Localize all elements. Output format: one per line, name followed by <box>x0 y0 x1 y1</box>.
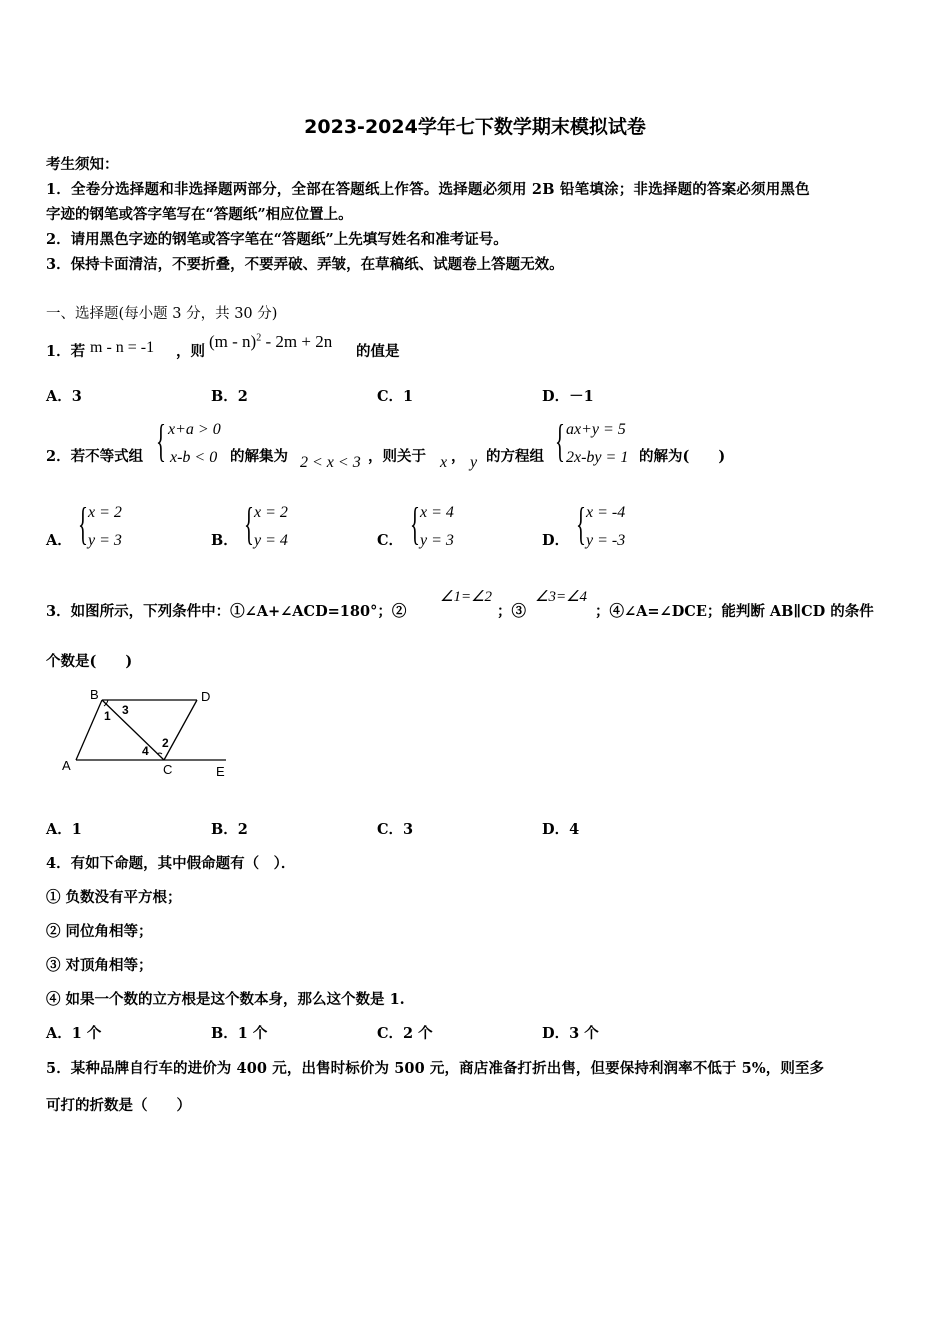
q2-option-c-brace: { <box>410 498 420 549</box>
q2-ineq-brace: { <box>156 415 166 466</box>
q2-option-d-label: D． <box>542 532 570 549</box>
label-a: A <box>62 758 71 773</box>
q5-line-2: 可打的折数是（ ） <box>46 1097 191 1114</box>
q2-option-c-y: y = 3 <box>420 532 454 549</box>
q1-option-a[interactable]: A．3 <box>46 388 82 405</box>
q1-option-c[interactable]: C．1 <box>377 388 414 405</box>
notice-line-2: 2．请用黑色字迹的钢笔或答字笔在“答题纸”上先填写姓名和准考证号。 <box>46 231 508 248</box>
q2-option-b-brace: { <box>244 498 254 549</box>
notice-line-1a: 1．全卷分选择题和非选择题两部分，全部在答题纸上作答。选择题必须用 2B 铅笔填涂；非选择题的答案必须用黑色 <box>46 181 810 198</box>
q1-prefix: 1．若 <box>46 343 86 360</box>
q2-ineq-2: x-b < 0 <box>170 449 218 466</box>
q2-option-c-label: C． <box>377 532 404 549</box>
angle-mark-2 <box>157 753 162 754</box>
q1-option-d[interactable]: D．－1 <box>542 388 594 405</box>
q1-mid: ，则 <box>176 343 205 360</box>
q4-item-1: ① 负数没有平方根； <box>46 889 182 906</box>
q2-option-c-x: x = 4 <box>420 504 454 521</box>
notice-line-3: 3．保持卡面清洁，不要折叠，不要弄破、弄皱，在草稿纸、试题卷上答题无效。 <box>46 256 564 273</box>
q3-option-d[interactable]: D．4 <box>542 821 580 838</box>
q2-range: 2 < x < 3 <box>300 454 361 471</box>
q2-eq-2: 2x-by = 1 <box>566 449 629 466</box>
q2-mid-1: 的解集为 <box>230 448 288 465</box>
q1-expression: (m - n)$^2$ - 2m + 2n <box>209 332 333 351</box>
q2-option-b-x: x = 2 <box>254 504 288 521</box>
label-c: C <box>163 762 173 777</box>
q1-suffix: 的值是 <box>356 343 400 360</box>
q2-comma: ， <box>451 448 466 465</box>
q2-var-y: y <box>470 454 478 471</box>
q2-option-a-x: x = 2 <box>88 504 122 521</box>
label-angle-1: 1 <box>104 709 111 723</box>
q3-option-c[interactable]: C．3 <box>377 821 414 838</box>
q4-stem: 4．有如下命题，其中假命题有（ ）． <box>46 855 296 872</box>
q2-prefix: 2．若不等式组 <box>46 448 144 465</box>
notice-heading: 考生须知： <box>46 156 119 173</box>
section-heading: 一、选择题(每小题 3 分，共 30 分) <box>46 306 278 322</box>
q4-item-2: ② 同位角相等； <box>46 923 153 940</box>
q2-ineq-1: x+a > 0 <box>168 421 221 438</box>
q4-item-4: ④ 如果一个数的立方根是这个数本身，那么这个数是 1. <box>46 991 405 1008</box>
q2-mid-2: ，则关于 <box>368 448 426 465</box>
label-angle-2: 2 <box>162 736 169 750</box>
label-d: D <box>201 689 211 704</box>
q3-condition-2: ∠1=∠2 <box>440 589 493 605</box>
q2-var-x: x <box>440 454 448 471</box>
q2-eq-brace: { <box>555 415 565 466</box>
q3-option-b[interactable]: B．2 <box>211 821 248 838</box>
segment-dc <box>164 700 197 760</box>
notice-line-1b: 字迹的钢笔或答字笔写在“答题纸”相应位置上。 <box>46 206 353 223</box>
label-angle-3: 3 <box>122 703 129 717</box>
q2-option-d-x: x = -4 <box>586 504 626 521</box>
q5-line-1: 5．某种品牌自行车的进价为 400 元，出售时标价为 500 元，商店准备打折出售，但要保持利润率不低于 5%，则至多 <box>46 1060 825 1077</box>
label-b: B <box>90 687 99 702</box>
label-angle-4: 4 <box>142 744 149 758</box>
q2-option-b-label: B． <box>211 532 238 549</box>
q3-condition-3: ∠3=∠4 <box>535 589 588 605</box>
label-e: E <box>216 764 225 779</box>
segment-ab <box>76 700 102 760</box>
q4-option-a[interactable]: A．1 个 <box>46 1025 102 1042</box>
q2-mid-3: 的方程组 <box>486 448 544 465</box>
q2-option-d-brace: { <box>576 498 586 549</box>
page-title: 2023-2024学年七下数学期末模拟试卷 <box>304 116 646 138</box>
q3-sep-3: ；④∠A=∠DCE；能判断 AB∥CD 的条件 <box>595 603 874 620</box>
q3-option-a[interactable]: A．1 <box>46 821 82 838</box>
q3-prefix: 3．如图所示，下列条件中：①∠A+∠ACD=180°；② <box>46 603 407 620</box>
q1-condition: m - n = -1 <box>90 339 155 356</box>
q4-option-b[interactable]: B．1 个 <box>211 1025 268 1042</box>
q2-option-d-y: y = -3 <box>586 532 626 549</box>
q1-option-b[interactable]: B．2 <box>211 388 248 405</box>
q3-line-2: 个数是( ) <box>46 653 133 670</box>
segment-bc <box>102 700 164 760</box>
q4-option-d[interactable]: D．3 个 <box>542 1025 599 1042</box>
q2-suffix: 的解为( ) <box>639 448 726 465</box>
q3-figure <box>56 684 236 780</box>
q3-sep-2: ；③ <box>497 603 526 620</box>
q2-option-a-y: y = 3 <box>88 532 122 549</box>
q4-item-3: ③ 对顶角相等； <box>46 957 153 974</box>
q2-option-b-y: y = 4 <box>254 532 288 549</box>
q2-option-a-brace: { <box>78 498 88 549</box>
q4-option-c[interactable]: C．2 个 <box>377 1025 433 1042</box>
q2-eq-1: ax+y = 5 <box>566 421 626 438</box>
q2-option-a-label: A． <box>46 532 72 549</box>
